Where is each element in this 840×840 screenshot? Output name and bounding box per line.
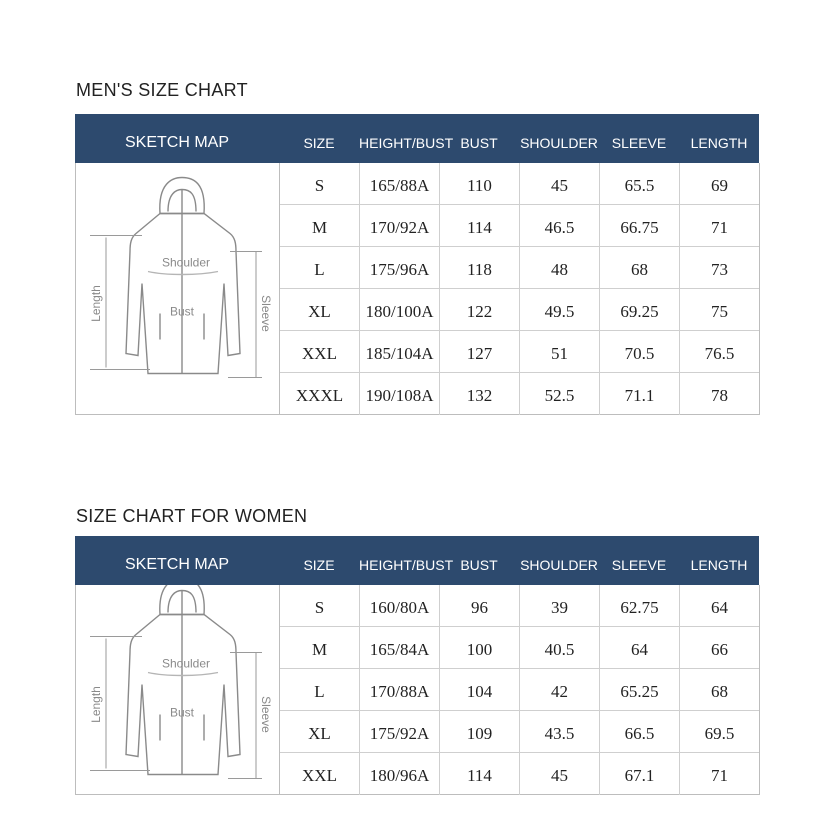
sketch-label-bust: Bust: [169, 304, 195, 319]
table-row: [280, 247, 760, 289]
cell-shoulder: 42: [520, 669, 600, 711]
cell-sleeve: 62.75: [600, 585, 680, 627]
cell-sleeve: 66.75: [600, 205, 680, 247]
cell-shoulder: 45: [520, 753, 600, 795]
table-body: [75, 585, 759, 795]
cell-length: 75: [680, 289, 760, 331]
cell-length: 64: [680, 585, 760, 627]
cell-bust: 100: [440, 627, 520, 669]
sketch-label-length: Length: [89, 686, 103, 723]
header-length: LENGTH: [690, 557, 748, 573]
cell-height-bust: 180/96A: [360, 753, 440, 795]
sketch-label-length: Length: [89, 285, 103, 322]
sketch-label-sleeve: Sleeve: [259, 696, 273, 733]
sketch-map-cell: [76, 585, 280, 794]
cell-shoulder: 49.5: [520, 289, 600, 331]
cell-size: M: [280, 205, 360, 247]
cell-size: S: [280, 585, 360, 627]
cell-sleeve: 64: [600, 627, 680, 669]
cell-size: L: [280, 669, 360, 711]
table-row: [280, 205, 760, 247]
cell-length: 71: [680, 205, 760, 247]
jacket-sketch-icon: [76, 585, 280, 794]
cell-sleeve: 65.5: [600, 163, 680, 205]
cell-length: 68: [680, 669, 760, 711]
cell-bust: 109: [440, 711, 520, 753]
cell-height-bust: 180/100A: [360, 289, 440, 331]
cell-length: 76.5: [680, 331, 760, 373]
cell-sleeve: 69.25: [600, 289, 680, 331]
cell-length: 66: [680, 627, 760, 669]
cell-shoulder: 39: [520, 585, 600, 627]
cell-size: XXXL: [280, 373, 360, 415]
table-row: [280, 711, 760, 753]
table-row: [280, 753, 760, 795]
cell-shoulder: 52.5: [520, 373, 600, 415]
cell-bust: 96: [440, 585, 520, 627]
table-header: [75, 114, 759, 163]
cell-length: 69.5: [680, 711, 760, 753]
sketch-label-bust: Bust: [169, 705, 195, 720]
header-sleeve: SLEEVE: [611, 557, 667, 573]
header-length: LENGTH: [690, 135, 748, 151]
sketch-map-cell: [76, 163, 280, 414]
cell-size: XXL: [280, 753, 360, 795]
cell-bust: 122: [440, 289, 520, 331]
header-size: SIZE: [303, 557, 335, 573]
womens-size-chart-title: SIZE CHART FOR WOMEN: [76, 506, 308, 526]
table-row: [280, 585, 760, 627]
cell-height-bust: 190/108A: [360, 373, 440, 415]
cell-sleeve: 71.1: [600, 373, 680, 415]
header-sketch-map: SKETCH MAP: [124, 134, 229, 151]
cell-height-bust: 185/104A: [360, 331, 440, 373]
cell-height-bust: 170/92A: [360, 205, 440, 247]
cell-size: S: [280, 163, 360, 205]
header-bust: BUST: [460, 135, 498, 151]
jacket-sketch-icon: [76, 163, 280, 414]
table-row: [280, 627, 760, 669]
cell-bust: 127: [440, 331, 520, 373]
cell-shoulder: 51: [520, 331, 600, 373]
cell-bust: 114: [440, 753, 520, 795]
table-row: [280, 289, 760, 331]
cell-sleeve: 66.5: [600, 711, 680, 753]
header-shoulder: SHOULDER: [520, 135, 598, 151]
table-row: [280, 373, 760, 415]
cell-shoulder: 48: [520, 247, 600, 289]
cell-bust: 110: [440, 163, 520, 205]
table-header: [75, 536, 759, 585]
cell-height-bust: 170/88A: [360, 669, 440, 711]
cell-height-bust: 175/96A: [360, 247, 440, 289]
table-body: [75, 163, 759, 415]
cell-shoulder: 43.5: [520, 711, 600, 753]
cell-shoulder: 40.5: [520, 627, 600, 669]
table-row: [280, 163, 760, 205]
cell-sleeve: 70.5: [600, 331, 680, 373]
header-shoulder: SHOULDER: [520, 557, 598, 573]
sketch-label-shoulder: Shoulder: [161, 656, 211, 671]
cell-length: 71: [680, 753, 760, 795]
cell-size: XL: [280, 711, 360, 753]
table-row: [280, 331, 760, 373]
header-size: SIZE: [303, 135, 335, 151]
sketch-label-shoulder: Shoulder: [161, 255, 211, 270]
cell-length: 78: [680, 373, 760, 415]
cell-size: L: [280, 247, 360, 289]
header-sketch-map: SKETCH MAP: [124, 556, 229, 573]
header-height-bust: HEIGHT/BUST: [359, 135, 454, 151]
cell-size: XXL: [280, 331, 360, 373]
cell-size: XL: [280, 289, 360, 331]
cell-bust: 114: [440, 205, 520, 247]
cell-height-bust: 165/84A: [360, 627, 440, 669]
cell-shoulder: 46.5: [520, 205, 600, 247]
cell-sleeve: 68: [600, 247, 680, 289]
cell-sleeve: 65.25: [600, 669, 680, 711]
sketch-label-sleeve: Sleeve: [259, 295, 273, 332]
cell-height-bust: 165/88A: [360, 163, 440, 205]
cell-height-bust: 175/92A: [360, 711, 440, 753]
cell-size: M: [280, 627, 360, 669]
table-row: [280, 669, 760, 711]
header-sleeve: SLEEVE: [611, 135, 667, 151]
cell-bust: 118: [440, 247, 520, 289]
header-height-bust: HEIGHT/BUST: [359, 557, 454, 573]
cell-length: 73: [680, 247, 760, 289]
mens-size-chart-title: MEN'S SIZE CHART: [76, 80, 248, 100]
header-bust: BUST: [460, 557, 498, 573]
cell-length: 69: [680, 163, 760, 205]
cell-bust: 104: [440, 669, 520, 711]
cell-sleeve: 67.1: [600, 753, 680, 795]
cell-shoulder: 45: [520, 163, 600, 205]
cell-height-bust: 160/80A: [360, 585, 440, 627]
cell-bust: 132: [440, 373, 520, 415]
